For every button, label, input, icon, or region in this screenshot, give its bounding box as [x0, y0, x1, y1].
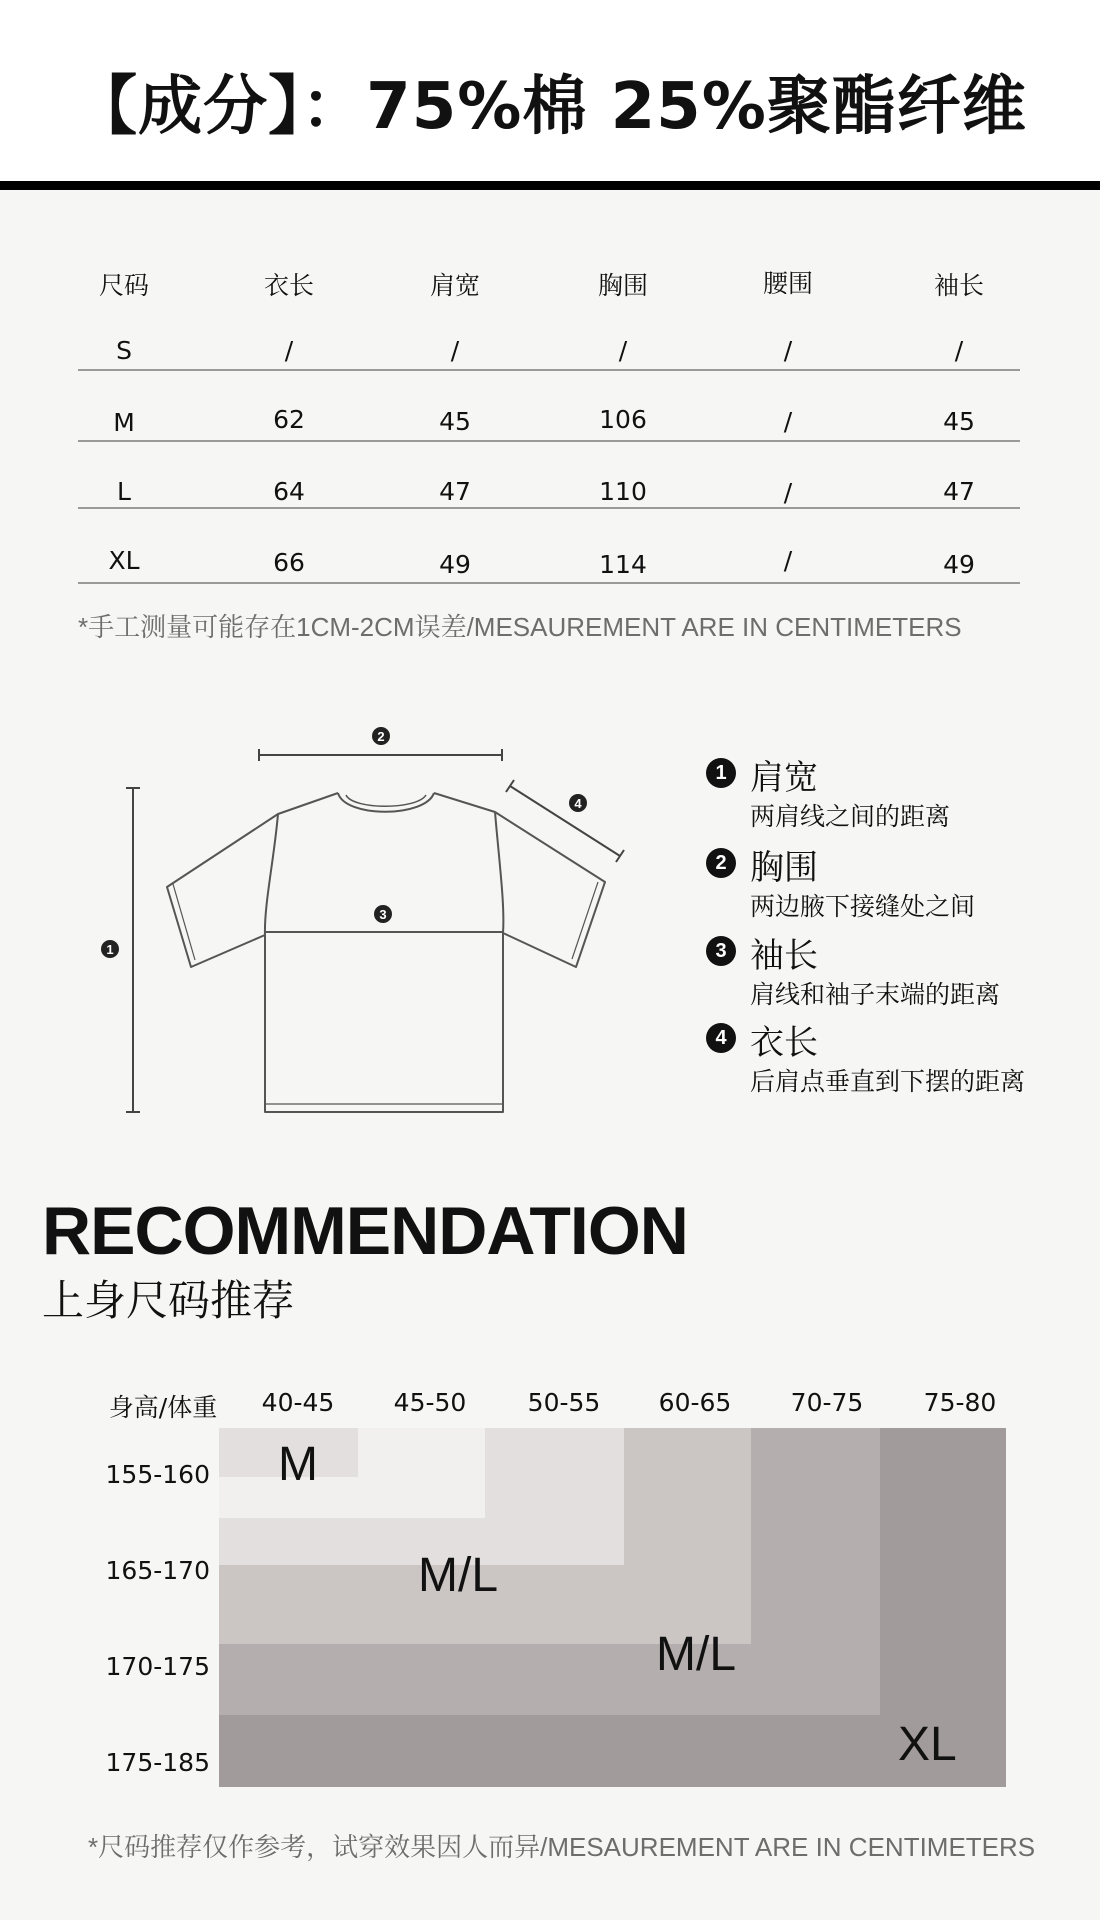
recommendation-title: RECOMMENDATION — [42, 1193, 688, 1269]
table-cell: / — [783, 407, 793, 436]
marker-chest-icon — [374, 905, 392, 923]
marker-length-icon — [101, 940, 119, 958]
composition-title: 【成分】：75%棉 25%聚酯纤维 — [73, 70, 1027, 144]
zone-label: M/L — [656, 1628, 737, 1681]
table-cell: S — [116, 336, 132, 365]
table-cell: 49 — [943, 550, 975, 579]
table-cell: / — [954, 336, 964, 365]
svg-text:3: 3 — [379, 907, 387, 922]
legend-description: 后肩点垂直到下摆的距离 — [750, 1067, 1026, 1096]
table-cell: / — [783, 336, 793, 365]
table-cell: L — [117, 477, 131, 506]
size-table-header: 胸围 — [597, 271, 649, 300]
table-cell: 45 — [943, 407, 975, 436]
legend-title: 胸围 — [750, 848, 818, 888]
size-table-header: 腰围 — [762, 269, 814, 298]
table-cell: 110 — [599, 477, 647, 506]
height-label: 155-160 — [105, 1460, 210, 1489]
size-table-header: 袖长 — [933, 271, 985, 300]
table-row-divider — [78, 582, 1020, 584]
legend-title: 衣长 — [750, 1023, 818, 1063]
marker-sleeve-icon — [569, 794, 587, 812]
recommendation-note: *尺码推荐仅作参考，试穿效果因人而异/MESAUREMENT ARE IN CENTIMETERS — [88, 1832, 1036, 1862]
table-cell: 62 — [273, 405, 305, 434]
table-cell: 114 — [599, 550, 647, 579]
tshirt-collar — [338, 793, 434, 812]
header — [0, 0, 1100, 183]
marker-shoulder-icon — [372, 727, 390, 745]
table-cell: XL — [108, 546, 140, 575]
table-cell: 64 — [273, 477, 305, 506]
weight-header: 70-75 — [790, 1388, 864, 1417]
weight-header: 60-65 — [658, 1388, 732, 1417]
measurement-note: *手工测量可能存在1CM-2CM误差/MESAUREMENT ARE IN CENTIMETERS — [78, 612, 962, 642]
svg-text:4: 4 — [574, 796, 582, 811]
tshirt-outline — [167, 793, 605, 1112]
zone-label: XL — [898, 1718, 957, 1771]
table-cell: 45 — [439, 407, 471, 436]
legend-description: 两边腋下接缝处之间 — [750, 892, 976, 921]
table-cell: / — [618, 336, 628, 365]
zone-m — [219, 1477, 485, 1518]
size-table-header: 肩宽 — [429, 271, 481, 300]
table-cell: 47 — [943, 477, 975, 506]
recommendation-subtitle: 上身尺码推荐 — [42, 1276, 295, 1325]
table-cell: / — [450, 336, 460, 365]
size-table-header: 衣长 — [263, 271, 315, 300]
number-badge-icon: 1 — [706, 758, 736, 788]
size-table-header: 尺码 — [98, 271, 150, 300]
table-row-divider — [78, 369, 1020, 371]
height-label: 170-175 — [105, 1652, 210, 1681]
table-cell: / — [783, 546, 793, 575]
table-cell: / — [284, 336, 294, 365]
number-badge-icon: 3 — [706, 936, 736, 966]
number-badge-icon: 4 — [706, 1023, 736, 1053]
weight-header: 75-80 — [923, 1388, 997, 1417]
svg-text:2: 2 — [377, 729, 385, 744]
table-row-divider — [78, 507, 1020, 509]
tshirt-measurement-diagram — [80, 715, 640, 1135]
table-cell: M — [113, 408, 135, 437]
height-label: 175-185 — [105, 1748, 210, 1777]
legend-description: 肩线和袖子末端的距离 — [750, 980, 1001, 1009]
table-cell: 106 — [599, 405, 647, 434]
grid-corner-label: 身高/体重 — [108, 1393, 218, 1422]
table-cell: 66 — [273, 548, 305, 577]
table-cell: 47 — [439, 477, 471, 506]
svg-text:1: 1 — [106, 942, 114, 957]
zone-label: M/L — [418, 1549, 499, 1602]
weight-header: 45-50 — [393, 1388, 467, 1417]
legend-description: 两肩线之间的距离 — [750, 802, 951, 831]
zone-label: M — [278, 1438, 318, 1491]
table-cell: / — [783, 478, 793, 507]
header-divider — [0, 181, 1100, 190]
weight-header: 50-55 — [527, 1388, 601, 1417]
height-label: 165-170 — [105, 1556, 210, 1585]
weight-header: 40-45 — [261, 1388, 335, 1417]
legend-title: 肩宽 — [750, 758, 818, 798]
number-badge-icon: 2 — [706, 848, 736, 878]
table-row-divider — [78, 440, 1020, 442]
table-cell: 49 — [439, 550, 471, 579]
legend-title: 袖长 — [750, 936, 818, 976]
